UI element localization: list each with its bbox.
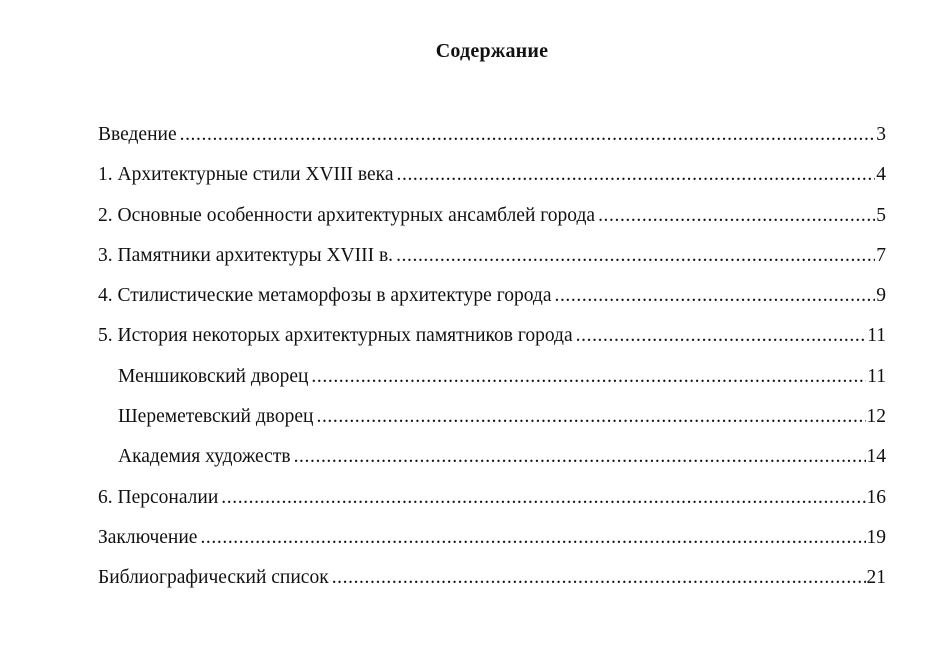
toc-entry-label: Заключение (98, 526, 198, 548)
toc-entry-chapter-1[interactable] (98, 162, 886, 202)
toc-entry-label: Введение (98, 124, 177, 145)
toc-entry-page: 4 (876, 164, 886, 186)
toc-entry-chapter-3[interactable] (98, 243, 886, 283)
toc-entry-page: 16 (866, 486, 886, 508)
toc-entry-conclusion[interactable] (98, 525, 886, 565)
toc-entry-bibliography[interactable] (98, 565, 886, 605)
toc-subentry-academy-of-arts[interactable] (98, 444, 886, 484)
toc-dot-leader (598, 203, 875, 229)
toc-dot-leader (180, 122, 876, 148)
toc-entry-label: Шереметевский дворец (118, 406, 314, 428)
toc-dot-leader (311, 364, 866, 390)
toc-entry-page: 9 (876, 285, 886, 307)
toc-entry-label: 3. Памятники архитектуры XVIII в. (98, 244, 394, 266)
toc-dot-leader (397, 162, 876, 188)
toc-entry-label: 4. Стилистические метаморфозы в архитектуре города (98, 285, 552, 307)
toc-entry-label: 5. История некоторых архитектурных памятников города (98, 325, 573, 347)
toc-dot-leader (200, 525, 865, 551)
toc-entry-chapter-6[interactable] (98, 485, 886, 525)
toc-entry-label: 2. Основные особенности архитектурных ансамблей города (98, 204, 596, 226)
toc-subentry-menshikov-palace[interactable] (98, 364, 886, 404)
toc-entry-page: 21 (866, 567, 886, 589)
toc-entry-page: 5 (876, 204, 886, 226)
toc-entry-page: 11 (867, 325, 886, 347)
toc-entry-page: 7 (876, 244, 886, 266)
toc-entry-label: Меншиковский дворец (118, 365, 309, 387)
toc-entry-page: 11 (867, 365, 886, 387)
toc-entry-label: Академия художеств (118, 446, 291, 468)
toc-dot-leader (576, 323, 867, 349)
toc-entry-chapter-5[interactable] (98, 323, 886, 363)
toc-entry-page: 19 (866, 526, 886, 548)
toc-dot-leader (396, 243, 875, 269)
toc-entry-label: 6. Персоналии (98, 486, 219, 508)
table-of-contents (98, 122, 886, 606)
toc-entry-page: 12 (866, 406, 886, 428)
toc-entry-label: 1. Архитектурные стили XVIII века (98, 164, 394, 186)
toc-dot-leader (294, 444, 866, 470)
toc-dot-leader (316, 404, 865, 430)
toc-entry-label: Библиографический список (98, 567, 329, 589)
toc-entry-chapter-4[interactable] (98, 283, 886, 323)
toc-entry-introduction[interactable] (98, 122, 886, 162)
toc-dot-leader (554, 283, 875, 309)
toc-dot-leader (221, 485, 865, 511)
toc-dot-leader (332, 565, 866, 591)
toc-entry-chapter-2[interactable] (98, 203, 886, 243)
toc-title: Содержание (435, 40, 549, 62)
toc-entry-page: 3 (876, 124, 886, 145)
toc-subentry-sheremetev-palace[interactable] (98, 404, 886, 444)
toc-entry-page: 14 (866, 446, 886, 468)
